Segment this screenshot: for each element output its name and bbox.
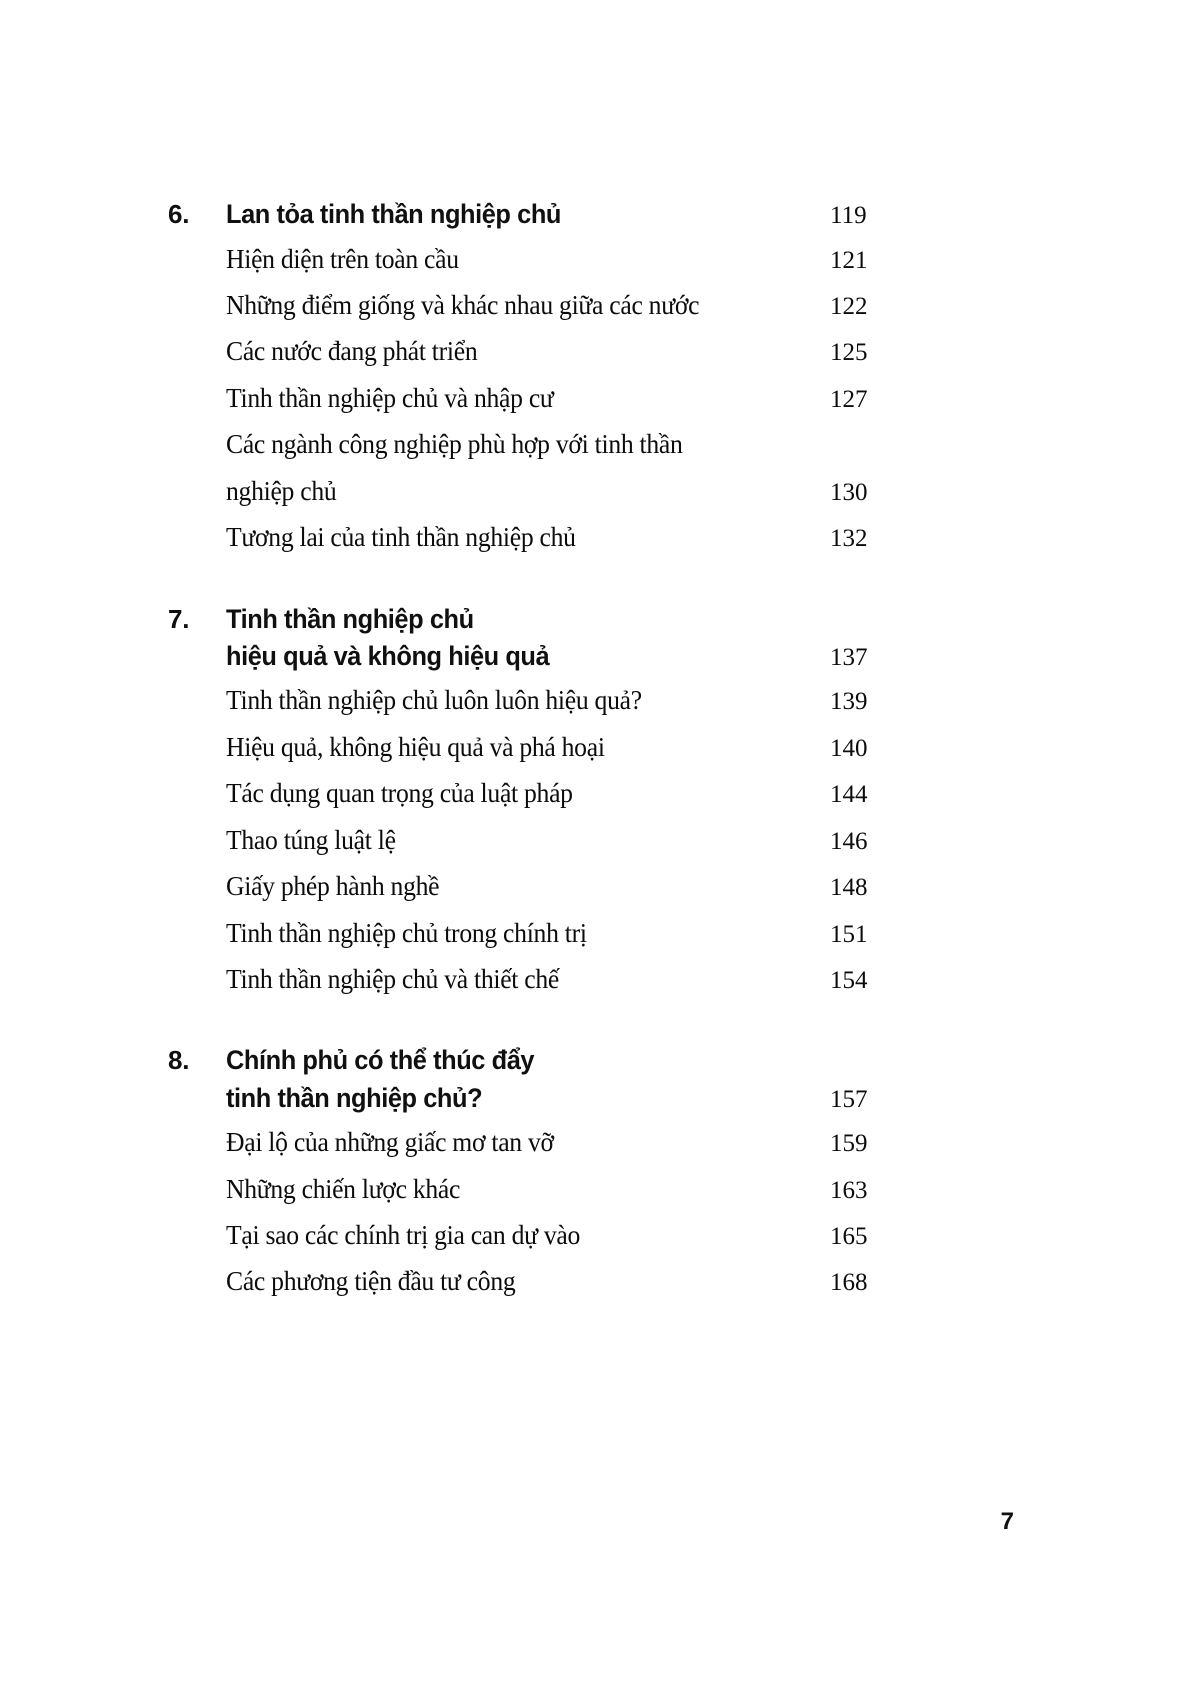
toc-entry-page-number: 159	[830, 1130, 868, 1158]
toc-entry-title: Tinh thần nghiệp chủ trong chính trị	[226, 917, 587, 948]
toc-entry-page-number: 139	[830, 688, 868, 716]
toc-entry-page-number: 121	[830, 246, 868, 274]
toc-entry-page-number: 127	[830, 385, 868, 413]
toc-entry-page-number: 148	[830, 874, 868, 902]
chapter-number: 7.	[168, 603, 190, 634]
toc-entry-title: Tinh thần nghiệp chủ và thiết chế	[226, 963, 560, 994]
toc-entry-title: Đại lộ của những giấc mơ tan vỡ	[226, 1127, 554, 1158]
toc-entry-row[interactable]	[168, 375, 908, 421]
chapter-page-number: 157	[830, 1085, 868, 1113]
chapter-title-line: Tinh thần nghiệp chủ	[226, 603, 474, 634]
toc-entry-page-number: 125	[830, 339, 868, 367]
toc-entry-page-number: 144	[830, 781, 868, 809]
toc-entry-title: Những chiến lược khác	[226, 1173, 461, 1204]
toc-entry-title: Các phương tiện đầu tư công	[226, 1266, 516, 1297]
chapter-title-row[interactable]	[168, 601, 908, 638]
toc-entry-row[interactable]	[168, 1119, 908, 1165]
chapter-group	[168, 196, 908, 561]
toc-entry-title: Hiện diện trên toàn cầu	[226, 243, 459, 274]
toc-entry-row[interactable]	[168, 724, 908, 770]
toc-entry-page-number: 130	[830, 478, 868, 506]
toc-entry-row[interactable]	[168, 956, 908, 1002]
toc-entry-row[interactable]	[168, 468, 908, 514]
chapter-heading[interactable]	[168, 196, 908, 234]
toc-entry-row[interactable]	[168, 1258, 908, 1304]
chapter-title-line: hiệu quả và không hiệu quả	[226, 640, 550, 671]
toc-entry-page-number: 168	[830, 1269, 868, 1297]
chapter-number: 8.	[168, 1045, 190, 1076]
toc-entry-row[interactable]	[168, 817, 908, 863]
toc-entry-title: Những điểm giống và khác nhau giữa các nước	[226, 289, 700, 320]
table-of-contents	[168, 196, 908, 1305]
toc-entry-title: Tương lai của tinh thần nghiệp chủ	[226, 522, 576, 553]
toc-entry-title: nghiệp chủ	[226, 475, 337, 506]
toc-entry-page-number: 163	[830, 1176, 868, 1204]
toc-entry-page-number: 165	[830, 1223, 868, 1250]
toc-entry-title: Tinh thần nghiệp chủ luôn luôn hiệu quả?	[226, 685, 642, 716]
toc-entry-page-number: 140	[830, 734, 868, 762]
chapter-title-line: tinh thần nghiệp chủ?	[226, 1082, 483, 1113]
chapter-group	[168, 1042, 908, 1305]
chapter-group	[168, 601, 908, 1003]
toc-entry-row[interactable]	[168, 677, 908, 723]
chapter-number: 6.	[168, 199, 190, 229]
page-folio: 7	[1000, 1508, 1014, 1535]
toc-entry-row[interactable]	[168, 236, 908, 282]
chapter-page-number: 119	[830, 202, 867, 229]
toc-entry-page-number: 122	[830, 292, 868, 320]
toc-entry-row[interactable]	[168, 282, 908, 328]
chapter-title-row[interactable]	[168, 1042, 908, 1079]
chapter-title-line: Lan tỏa tinh thần nghiệp chủ	[226, 199, 561, 229]
chapter-title-line: Chính phủ có thể thúc đẩy	[226, 1045, 535, 1076]
toc-entry-title: Thao túng luật lệ	[226, 824, 396, 855]
toc-entry-title: Tại sao các chính trị gia can dự vào	[226, 1220, 581, 1250]
toc-entry-title: Tác dụng quan trọng của luật pháp	[226, 778, 573, 809]
toc-entry-row[interactable]	[168, 910, 908, 956]
toc-entry-title: Giấy phép hành nghề	[226, 871, 440, 902]
toc-entry-title: Tinh thần nghiệp chủ và nhập cư	[226, 382, 554, 413]
chapter-title-row[interactable]	[168, 196, 908, 234]
toc-entry-row[interactable]	[168, 1212, 908, 1258]
chapter-heading[interactable]	[168, 1042, 908, 1117]
toc-entry-row[interactable]	[168, 1166, 908, 1212]
toc-entry-row[interactable]	[168, 863, 908, 909]
toc-entry-row[interactable]	[168, 770, 908, 816]
chapter-page-number: 137	[830, 643, 868, 671]
toc-entry-title: Các nước đang phát triển	[226, 336, 478, 367]
toc-entry-row[interactable]	[168, 328, 908, 374]
toc-entry-page-number: 151	[830, 920, 868, 948]
chapter-title-row[interactable]	[168, 1080, 908, 1118]
toc-entry-page-number: 132	[830, 525, 868, 553]
toc-entry-row[interactable]	[168, 514, 908, 560]
chapter-title-row[interactable]	[168, 638, 908, 676]
toc-entry-page-number: 154	[830, 966, 868, 994]
chapter-heading[interactable]	[168, 601, 908, 676]
toc-entry-title: Hiệu quả, không hiệu quả và phá hoại	[226, 731, 605, 762]
toc-entry-row[interactable]	[168, 421, 908, 467]
toc-entry-page-number: 146	[830, 827, 868, 855]
toc-entry-title: Các ngành công nghiệp phù hợp với tinh thần	[226, 429, 683, 460]
